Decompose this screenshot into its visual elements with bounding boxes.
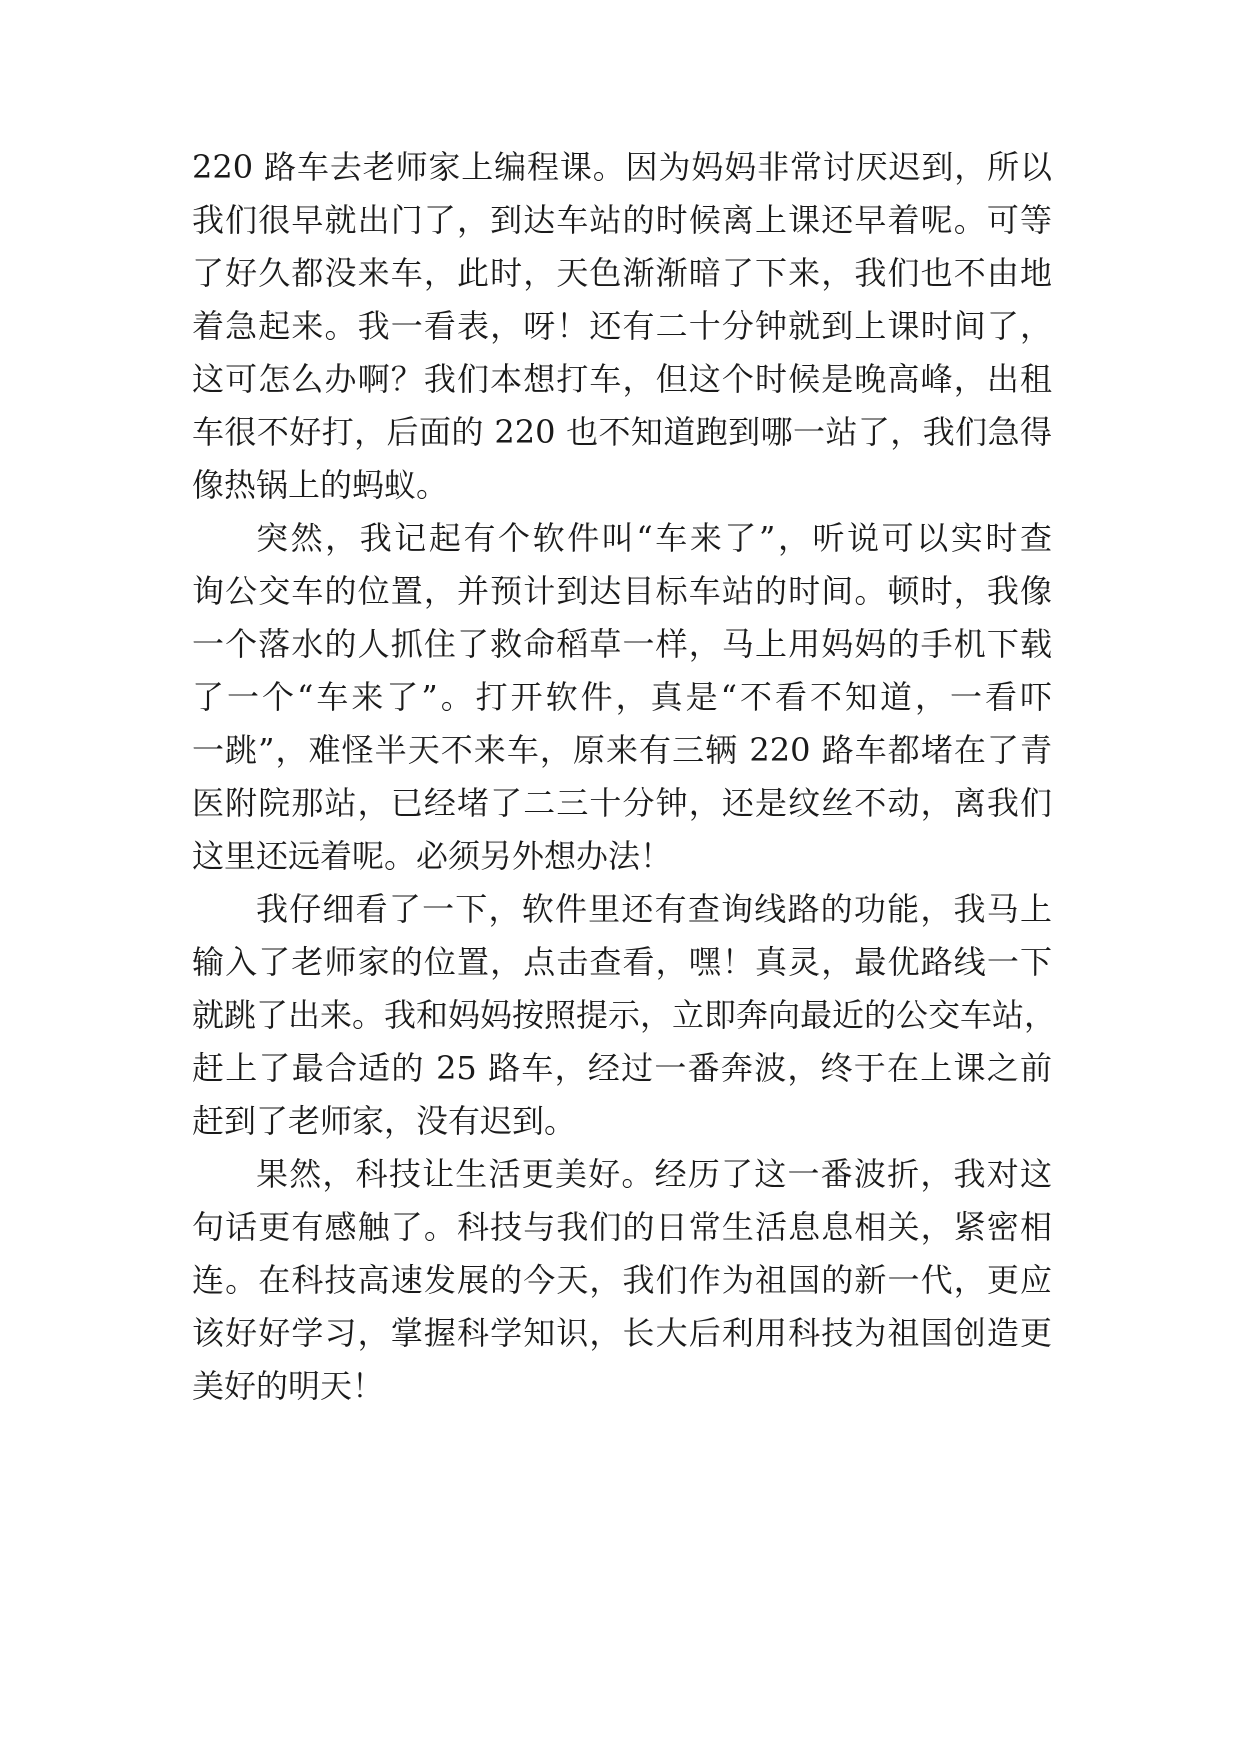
paragraph-2-line-3: 一个落水的人抓住了救命稻草一样，马上用妈妈的手机下载 — [192, 625, 1052, 663]
paragraph-1-line-6: 车很不好打，后面的 220 也不知道跑到哪一站了，我们急得 — [192, 413, 1052, 451]
paragraph-1-line-3: 了好久都没来车，此时，天色渐渐暗了下来，我们也不由地 — [192, 254, 1052, 292]
paragraph-1-line-5: 这可怎么办啊？我们本想打车，但这个时候是晚高峰，出租 — [192, 360, 1052, 398]
paragraph-2-line-7: 这里还远着呢。必须另外想办法！ — [192, 837, 673, 875]
paragraph-3-line-4: 赶上了最合适的 25 路车，经过一番奔波，终于在上课之前 — [192, 1049, 1052, 1087]
paragraph-2-line-1: 突然，我记起有个软件叫“车来了”，听说可以实时查 — [256, 519, 1052, 557]
paragraph-4-line-1: 果然，科技让生活更美好。经历了这一番波折，我对这 — [256, 1155, 1052, 1193]
paragraph-3-line-5: 赶到了老师家，没有迟到。 — [192, 1102, 577, 1140]
paragraph-1-line-2: 我们很早就出门了，到达车站的时候离上课还早着呢。可等 — [192, 201, 1052, 239]
paragraph-4-line-2: 句话更有感触了。科技与我们的日常生活息息相关，紧密相 — [192, 1208, 1052, 1246]
paragraph-3-line-1: 我仔细看了一下，软件里还有查询线路的功能，我马上 — [256, 890, 1052, 928]
paragraph-2-line-4: 了一个“车来了”。打开软件，真是“不看不知道，一看吓 — [192, 678, 1052, 716]
paragraph-2-line-2: 询公交车的位置，并预计到达目标车站的时间。顿时，我像 — [192, 572, 1052, 610]
paragraph-4-line-4: 该好好学习，掌握科学知识，长大后利用科技为祖国创造更 — [192, 1314, 1052, 1352]
paragraph-1-line-7: 像热锅上的蚂蚁。 — [192, 466, 449, 504]
paragraph-2-line-6: 医附院那站，已经堵了二三十分钟，还是纹丝不动，离我们 — [192, 784, 1052, 822]
paragraph-2-line-5: 一跳”，难怪半天不来车，原来有三辆 220 路车都堵在了青 — [192, 731, 1052, 769]
paragraph-1-line-4: 着急起来。我一看表，呀！还有二十分钟就到上课时间了， — [192, 307, 1052, 345]
paragraph-4-line-5: 美好的明天！ — [192, 1367, 385, 1405]
paragraph-3-line-3: 就跳了出来。我和妈妈按照提示，立即奔向最近的公交车站， — [192, 996, 1057, 1034]
paragraph-4-line-3: 连。在科技高速发展的今天，我们作为祖国的新一代，更应 — [192, 1261, 1052, 1299]
paragraph-3-line-2: 输入了老师家的位置，点击查看，嘿！真灵，最优路线一下 — [192, 943, 1052, 981]
paragraph-1-line-1: 220 路车去老师家上编程课。因为妈妈非常讨厌迟到，所以 — [192, 148, 1052, 186]
